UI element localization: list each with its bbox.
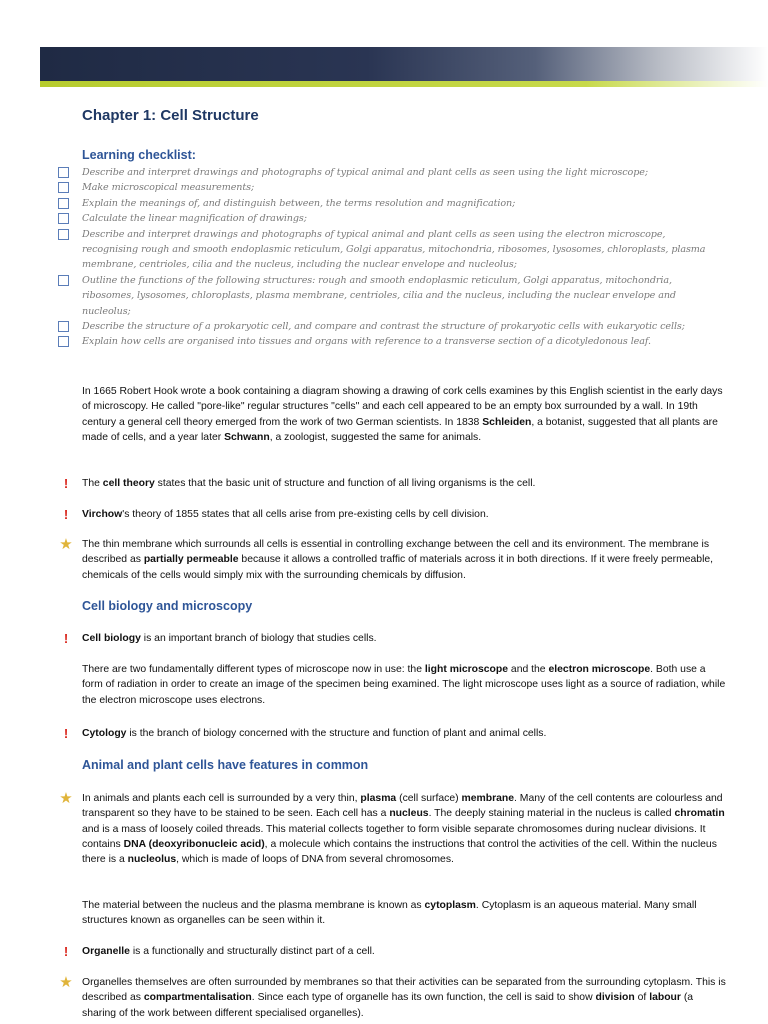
exclamation-icon: ! (63, 944, 69, 959)
star-icon: ★ (59, 790, 73, 807)
checklist-item (82, 211, 722, 226)
checkbox[interactable] (58, 275, 69, 286)
checklist-item-text: Explain the meanings of, and distinguish between, the terms resolution and magnification; (82, 197, 516, 209)
cell-theory-paragraph: The cell theory states that the basic unit of structure and function of all living organisms is the cell. (82, 478, 536, 489)
checkbox[interactable] (58, 336, 69, 347)
checklist-item-text: Make microscopical measurements; (82, 182, 255, 194)
microscope-paragraph: There are two fundamentally different types of microscope now in use: the light microscope and the electron microscope. Both use a form of radiation in order to create an image of the specimen being examined. The light microscope uses light as a source of radiation, while the electron microscope uses electrons. (82, 664, 726, 706)
checklist-item (82, 227, 722, 273)
checklist-item-text: Describe and interpret drawings and photographs of typical animal and plant cells as seen using the light microscope; (82, 167, 648, 178)
checklist-item (82, 165, 722, 180)
checkbox[interactable] (58, 167, 69, 178)
exclamation-icon: ! (63, 507, 69, 522)
exclamation-icon: ! (63, 726, 69, 741)
checklist-title: Learning checklist: (82, 148, 196, 162)
checklist-item (82, 334, 722, 349)
checkbox[interactable] (58, 229, 69, 240)
checklist-item (82, 319, 722, 334)
checklist-item-text: Describe the structure of a prokaryotic cell, and compare and contrast the structure of prokaryotic cells with eukaryotic cells; (82, 321, 685, 333)
exclamation-icon: ! (63, 631, 69, 646)
compartmentalisation-paragraph: Organelles themselves are often surrounded by membranes so that their activities can be separated from the surrounding cytoplasm. This is described as compartmentalisation. Since each type of organelle has its own function, the cell is said to show division of labour (a sharing of the work between different specialised organelles). (82, 977, 726, 1019)
membrane-paragraph: The thin membrane which surrounds all cells is essential in controlling exchange between the cell and its environment. The membrane is described as partially permeable because it allows a controlled traffic of materials across it in both directions. If it were freely permeable, chemicals of the cells would simply mix with the surrounding chemicals by diffusion. (82, 539, 714, 581)
checkbox[interactable] (58, 198, 69, 209)
checklist-item-text: Explain how cells are organised into tissues and organs with reference to a transverse section of a dicotyledonous leaf. (82, 336, 651, 348)
section-heading-microscopy: Cell biology and microscopy (82, 599, 253, 613)
header-accent-line (40, 81, 768, 87)
checkbox[interactable] (58, 213, 69, 224)
checkbox[interactable] (58, 182, 69, 193)
cytoplasm-paragraph: The material between the nucleus and the plasma membrane is known as cytoplasm. Cytoplasm is an aqueous material. Many small structures known as organelles can be seen within it. (82, 900, 697, 927)
organelle-paragraph: Organelle is a functionally and structurally distinct part of a cell. (82, 946, 375, 957)
checklist-item-text: Calculate the linear magnification of drawings; (82, 213, 307, 225)
learning-checklist (82, 165, 722, 350)
cell-biology-paragraph: Cell biology is an important branch of biology that studies cells. (82, 633, 377, 644)
checklist-item (82, 180, 722, 195)
cell-features-paragraph: In animals and plants each cell is surrounded by a very thin, plasma (cell surface) membrane. Many of the cell contents are colourless and transparent so they have to be stained to be seen. Each cell has a nucleus. The deeply staining material in the nucleus is called chromatin and is a mass of loosely coiled threads. This material collects together to form visible separate chromosomes during nuclear divisions. It contains DNA (deoxyribonucleic acid), a molecule which contains the instructions that control the activities of the cell. Within the nucleus there is a nucleolus, which is made of loops of DNA from several chromosomes. (82, 793, 725, 866)
checklist-item-text: Describe and interpret drawings and photographs of typical animal and plant cells as seen using the electron microscope, recognising rough and smooth endoplasmic reticulum, Golgi apparatus, mitochondria, ribosomes, lysosomes, chloroplasts, plasma membrane, centrioles, cilia and the nucleus, including the nuclear envelope and nucleolus; (82, 228, 706, 271)
checkbox[interactable] (58, 321, 69, 332)
star-icon: ★ (59, 974, 73, 991)
intro-paragraph: In 1665 Robert Hook wrote a book containing a diagram showing a drawing of cork cells examines by this English scientist in the early days of microscopy. He called "pore-like" regular structures "cells" and each cell appeared to be an empty box surrounded by a wall. In 19th century a general cell theory emerged from the work of two German scientists. In 1838 Schleiden, a botanist, suggested that all plants are made of cells, and a year later Schwann, a zoologist, suggested the same for animals. (82, 386, 723, 443)
checklist-item-text: Outline the functions of the following structures: rough and smooth endoplasmic reticulum, Golgi apparatus, mitochondria, ribosomes, lysosomes, chloroplasts, plasma membrane, centrioles, cilia and the nucleus, including the nuclear envelope and nucleolus; (82, 274, 676, 317)
header-bar (40, 47, 768, 81)
exclamation-icon: ! (63, 476, 69, 491)
star-icon: ★ (59, 536, 73, 553)
checklist-item (82, 196, 722, 211)
cytology-paragraph: Cytology is the branch of biology concerned with the structure and function of plant and animal cells. (82, 728, 547, 739)
virchow-paragraph: Virchow's theory of 1855 states that all cells arise from pre-existing cells by cell division. (82, 509, 489, 520)
chapter-title: Chapter 1: Cell Structure (82, 107, 259, 124)
section-heading-common-features: Animal and plant cells have features in common (82, 758, 369, 772)
checklist-item (82, 273, 722, 319)
